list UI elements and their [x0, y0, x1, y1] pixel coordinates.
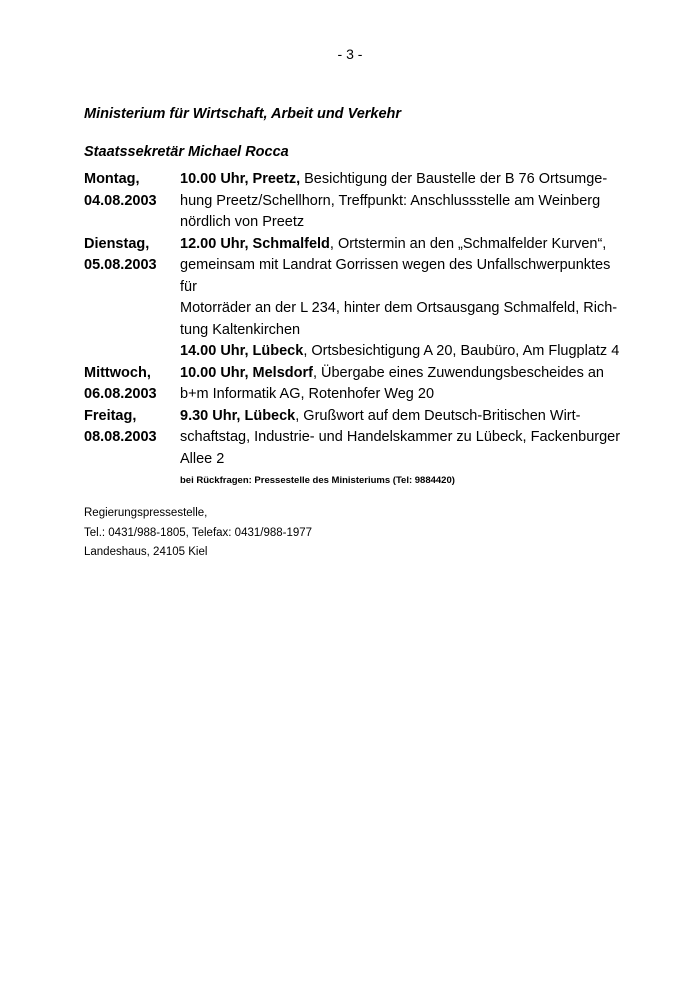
entry-line: , Übergabe eines Zuwendungsbescheides an [312, 364, 604, 381]
schedule [84, 169, 644, 486]
entry-line: Besichtigung der Baustelle der B 76 Ortsumge- [304, 171, 608, 187]
entry-line: , Ortstermin an den „Schmalfelder Kurven“, [329, 235, 607, 252]
contact-note: bei Rückfragen: Pressestelle des Ministeriums (Tel: 9884420) [180, 475, 455, 486]
entry-text [180, 363, 630, 406]
entry-line: gemeinsam mit Landrat Gorrissen wegen des Unfallschwerpunktes für [180, 257, 611, 295]
entry-date-value: 06.08.2003 [84, 386, 157, 402]
entry-day: Freitag, [84, 407, 137, 424]
page-number: - 3 - [337, 46, 363, 62]
entry-time-place: 10.00 Uhr, Preetz, [180, 171, 301, 187]
entry-date-value: 08.08.2003 [84, 429, 157, 445]
entry-line: b+m Informatik AG, Rotenhofer Weg 20 [180, 386, 435, 402]
person-heading: Staatssekretär Michael Rocca [84, 144, 289, 160]
entry-time-place: 14.00 Uhr, Lübeck [180, 343, 304, 359]
entry-day: Mittwoch, [84, 364, 151, 381]
entry-item [180, 341, 630, 363]
entry-line: Motorräder an der L 234, hinter dem Ortsausgang Schmalfeld, Rich- [180, 300, 618, 316]
schedule-entry-friday [84, 406, 644, 471]
schedule-entry-monday [84, 169, 644, 234]
ministry-heading: Ministerium für Wirtschaft, Arbeit und Verkehr [84, 106, 402, 122]
entry-line: hung Preetz/Schellhorn, Treffpunkt: Anschlussstelle am Weinberg [180, 192, 601, 209]
contact-line-office: Regierungspressestelle, [84, 507, 208, 519]
entry-text [180, 406, 630, 471]
entry-date [84, 363, 180, 406]
entry-time-place: 12.00 Uhr, Schmalfeld [180, 235, 330, 252]
entry-item [180, 234, 630, 342]
entry-item [180, 169, 630, 234]
entry-text [180, 234, 630, 363]
entry-date [84, 406, 180, 471]
entry-line: Allee 2 [180, 450, 225, 467]
schedule-entry-tuesday [84, 234, 644, 363]
schedule-entry-wednesday [84, 363, 644, 406]
entry-date-value: 04.08.2003 [84, 192, 157, 209]
contact-line-phone: Tel.: 0431/988-1805, Telefax: 0431/988-1977 [84, 526, 313, 539]
entry-text [180, 169, 630, 234]
contact-block [84, 504, 312, 563]
entry-item [180, 406, 630, 471]
entry-time-place: 9.30 Uhr, Lübeck [180, 407, 296, 424]
entry-day: Dienstag, [84, 235, 150, 252]
entry-line: schaftstag, Industrie- und Handelskammer zu Lübeck, Fackenburger [180, 429, 621, 445]
entry-line: , Ortsbesichtigung A 20, Baubüro, Am Flugplatz 4 [303, 343, 620, 359]
entry-date [84, 234, 180, 363]
entry-date-value: 05.08.2003 [84, 257, 157, 273]
entry-day: Montag, [84, 171, 140, 187]
entry-item [180, 363, 630, 406]
contact-line-address: Landeshaus, 24105 Kiel [84, 546, 208, 558]
entry-line: tung Kaltenkirchen [180, 321, 301, 338]
entry-line: , Grußwort auf dem Deutsch-Britischen Wirt- [295, 407, 581, 424]
entry-time-place: 10.00 Uhr, Melsdorf [180, 364, 313, 381]
entry-line: nördlich von Preetz [180, 214, 305, 230]
entry-date [84, 169, 180, 234]
